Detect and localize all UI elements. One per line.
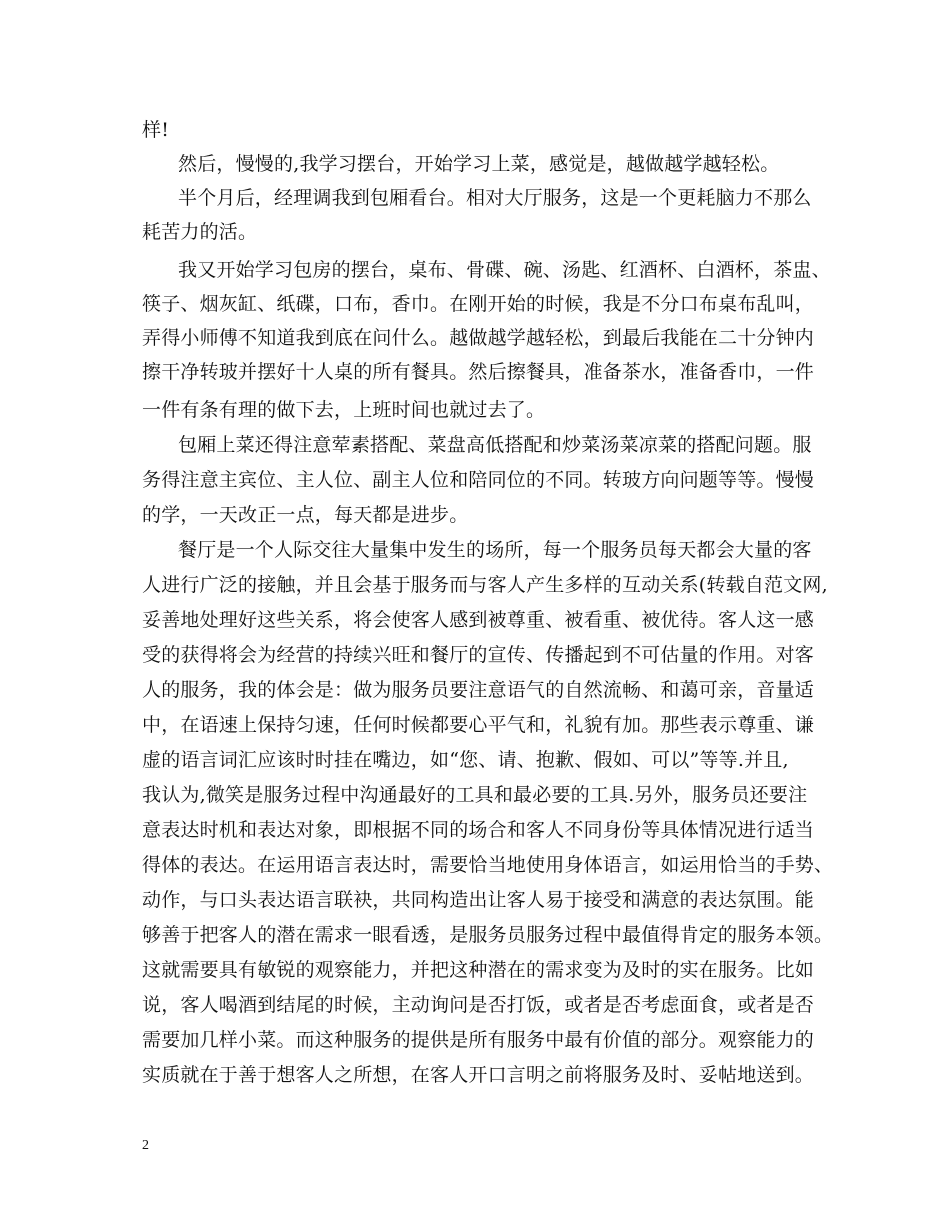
- text-line-8: 擦干净转玻并摆好十人桌的所有餐具。然后擦餐具，准备茶水，准备香巾，一件: [142, 361, 815, 383]
- text-line-15: 妥善地处理好这些关系，将会使客人感到被尊重、被看重、被优待。客人这一感: [142, 609, 815, 631]
- text-line-19: 虚的语言词汇应该时时挂在嘴边，如“您、请、抱歉、假如、可以”等等.并且,: [142, 749, 789, 771]
- text-line-3: 半个月后，经理调我到包厢看台。相对大厅服务，这是一个更耗脑力不那么: [178, 187, 812, 209]
- page-number: 2: [142, 1138, 149, 1153]
- text-line-16: 受的获得将会为经营的持续兴旺和餐厅的宣传、传播起到不可估量的作用。对客: [142, 644, 815, 666]
- text-line-7: 弄得小师傅不知道我到底在问什么。越做越学越轻松，到最后我能在二十分钟内: [142, 327, 815, 349]
- text-line-22: 得体的表达。在运用语言表达时，需要恰当地使用身体语言，如运用恰当的手势、: [142, 854, 834, 876]
- text-line-1: 样!: [142, 119, 170, 141]
- text-line-4: 耗苦力的活。: [142, 221, 258, 243]
- text-line-20: 我认为,微笑是服务过程中沟通最好的工具和最必要的工具.另外，服务员还要注: [142, 784, 808, 806]
- text-line-18: 中，在语速上保持匀速，任何时候都要心平气和，礼貌有加。那些表示尊重、谦: [142, 714, 815, 736]
- text-line-10: 包厢上菜还得注意荤素搭配、菜盘高低搭配和炒菜汤菜凉菜的搭配问题。服: [178, 434, 812, 456]
- text-line-9: 一件有条有理的做下去，上班时间也就过去了。: [142, 399, 546, 421]
- text-line-23: 动作，与口头表达语言联袂，共同构造出让客人易于接受和满意的表达氛围。能: [142, 889, 815, 911]
- text-line-12: 的学，一天改正一点，每天都是进步。: [142, 504, 469, 526]
- text-line-26: 说，客人喝酒到结尾的时候，主动询问是否打饭，或者是否考虑面食，或者是否: [142, 994, 815, 1016]
- text-line-2: 然后，慢慢的,我学习摆台，开始学习上菜，感觉是，越做越学越轻松。: [178, 153, 780, 175]
- text-line-21: 意表达时机和表达对象，即根据不同的场合和客人不同身份等具体情况进行适当: [142, 819, 815, 841]
- text-line-14: 人进行广泛的接触，并且会基于服务而与客人产生多样的互动关系(转载自范文网,: [142, 574, 828, 596]
- text-line-17: 人的服务，我的体会是：做为服务员要注意语气的自然流畅、和蔼可亲，音量适: [142, 679, 815, 701]
- text-line-13: 餐厅是一个人际交往大量集中发生的场所，每一个服务员每天都会大量的客: [178, 539, 812, 561]
- text-line-5: 我又开始学习包房的摆台，桌布、骨碟、碗、汤匙、红酒杯、白酒杯，茶盅、: [178, 259, 831, 281]
- text-line-24: 够善于把客人的潜在需求一眼看透，是服务员服务过程中最值得肯定的服务本领。: [142, 924, 834, 946]
- text-line-11: 务得注意主宾位、主人位、副主人位和陪同位的不同。转玻方向问题等等。慢慢: [142, 469, 815, 491]
- text-line-6: 筷子、烟灰缸、纸碟，口布，香巾。在刚开始的时候，我是不分口布桌布乱叫，: [142, 293, 815, 315]
- text-line-28: 实质就在于善于想客人之所想，在客人开口言明之前将服务及时、妥帖地送到。: [142, 1064, 815, 1086]
- text-line-25: 这就需要具有敏锐的观察能力，并把这种潜在的需求变为及时的实在服务。比如: [142, 959, 815, 981]
- text-line-27: 需要加几样小菜。而这种服务的提供是所有服务中最有价值的部分。观察能力的: [142, 1029, 815, 1051]
